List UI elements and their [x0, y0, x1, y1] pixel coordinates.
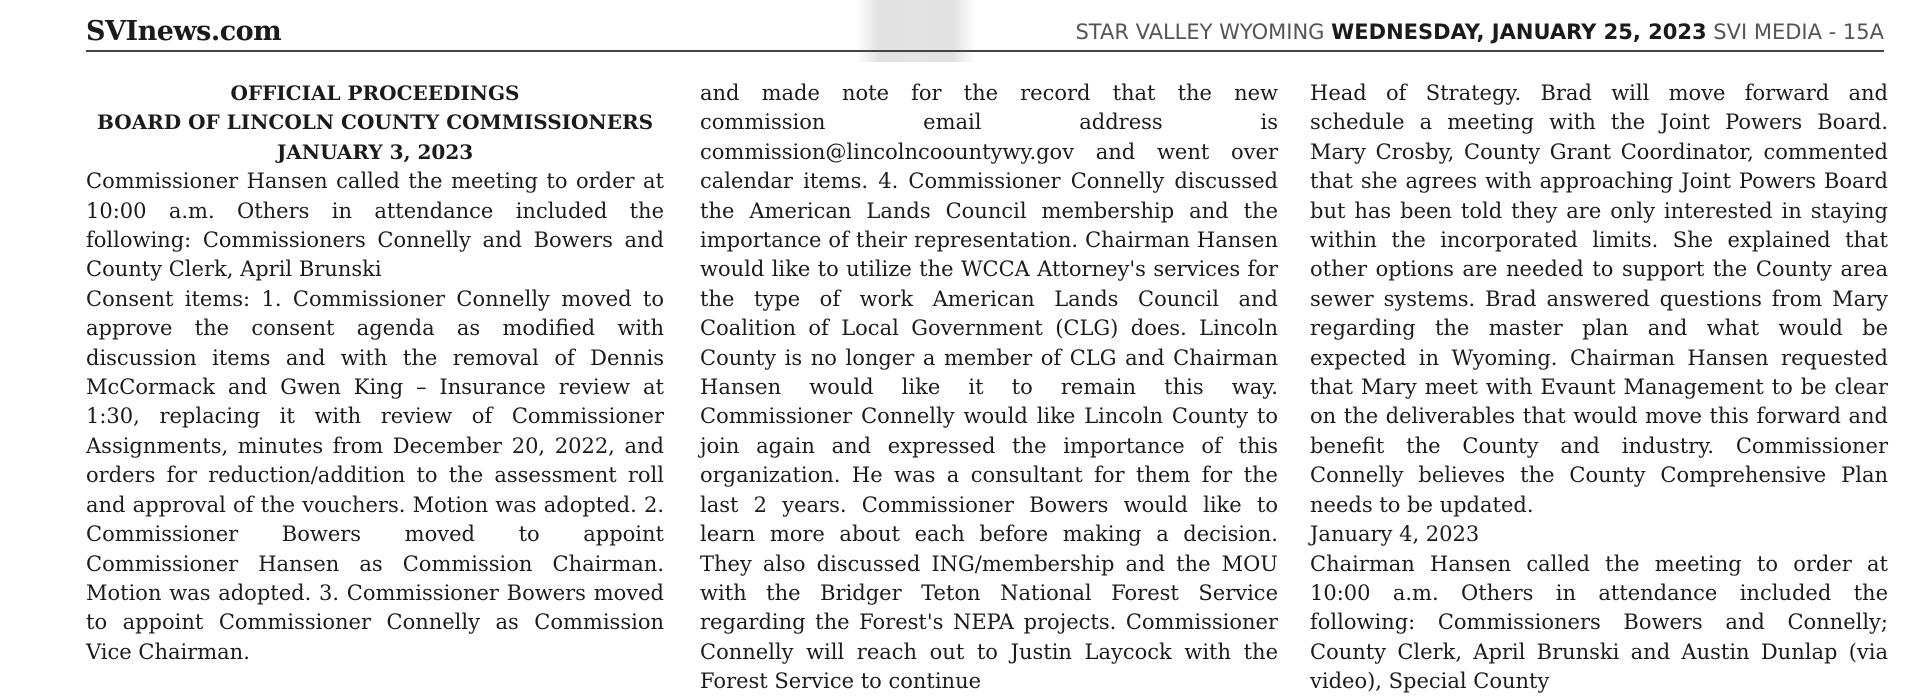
- article-title-line-2: BOARD OF LINCOLN COUNTY COMMISSIONERS: [96, 110, 654, 135]
- header-info: [1075, 20, 1884, 44]
- paragraph: Chairman Hansen called the meeting to order at 10:00 a.m. Others in attendance included the following: Commissioners Bowers and Connelly; County Clerk, April Brunski and Austin Dunlap (via video), Special County: [1310, 551, 1888, 694]
- column-2: [700, 79, 1278, 697]
- article-title-line-3: JANUARY 3, 2023: [276, 139, 474, 164]
- header-rule: [86, 50, 1884, 52]
- faint-print-artifact: [856, 0, 976, 62]
- header-location: STAR VALLEY WYOMING: [1075, 20, 1325, 44]
- meeting-date: January 4, 2023: [1310, 522, 1480, 547]
- header-edition: SVI MEDIA - 15A: [1713, 20, 1884, 44]
- column-1: [86, 79, 664, 667]
- paragraph: Commissioner Hansen called the meeting to order at 10:00 a.m. Others in attendance included the following: Commissioners Connelly and Bowers and County Clerk, April Brunski: [86, 169, 664, 282]
- article-title-line-1: OFFICIAL PROCEEDINGS: [230, 81, 520, 105]
- header-date: WEDNESDAY, JANUARY 25, 2023: [1331, 20, 1707, 44]
- paragraph: and made note for the record that the new commission email address is commission@lincolncoountywy.gov and went over calendar items. 4. Commissioner Connelly discussed the American Lands Council membership and the importance of their representation. Chairman Hansen would like to utilize the WCCA Attorney's services for the type of work American Lands Council and Coalition of Local Government (CLG) does. Lincoln County is no longer a member of CLG and Chairman Hansen would like it to remain this way. Commissioner Connelly would like Lincoln County to join again and expressed the importance of this organization. He was a consultant for them for the last 2 years. Commissioner Bowers would like to learn more about each before making a decision. They also discussed ING/membership and the MOU with the Bridger Teton National Forest Service regarding the Forest's NEPA projects. Commissioner Connelly will reach out to Justin Laycock with the Forest Service to continue: [700, 81, 1278, 694]
- paragraph: Consent items: 1. Commissioner Connelly moved to approve the consent agenda as modified with discussion items and with the removal of Dennis McCormack and Gwen King – Insurance review at 1:30, replacing it with review of Commissioner Assignments, minutes from December 20, 2022, and orders for reduction/addition to the assessment roll and approval of the vouchers. Motion was adopted. 2. Commissioner Bowers moved to appoint Commissioner Hansen as Commission Chairman. Motion was adopted. 3. Commissioner Bowers moved to appoint Commissioner Connelly as Commission Vice Chairman.: [86, 286, 664, 664]
- site-logo[interactable]: SVInews.com: [86, 16, 282, 47]
- column-3: [1310, 79, 1888, 697]
- paragraph: Head of Strategy. Brad will move forward and schedule a meeting with the Joint Powers Board. Mary Crosby, County Grant Coordinator, commented that she agrees with approaching Joint Powers Board but has been told they are only interested in staying within the incorporated limits. She explained that other options are needed to support the County area sewer systems. Brad answered questions from Mary regarding the master plan and what would be expected in Wyoming. Chairman Hansen requested that Mary meet with Evaunt Management to be clear on the deliverables that would move this forward and benefit the County and industry. Commissioner Connelly believes the County Comprehensive Plan needs to be updated.: [1310, 81, 1888, 517]
- masthead: [86, 14, 1884, 52]
